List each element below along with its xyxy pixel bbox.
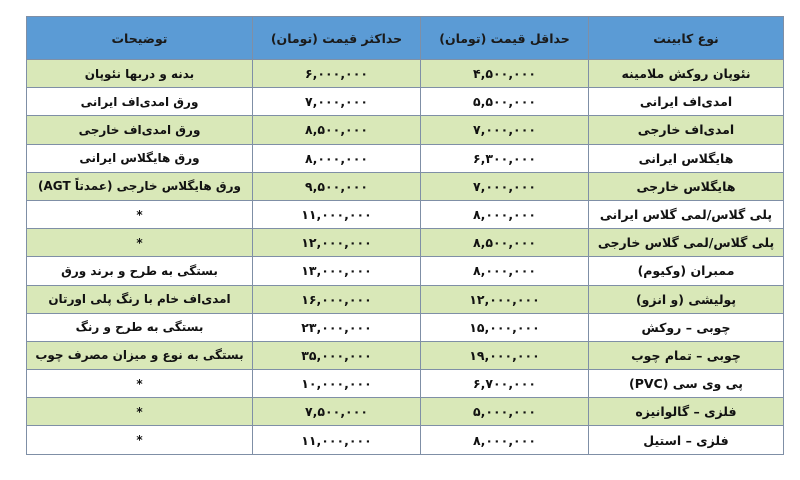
cell-cabinet-type: چوبی – تمام چوب [589,341,784,369]
cell-notes: بستگی به طرح و رنگ [27,313,253,341]
cell-max-price: ۷,۵۰۰,۰۰۰ [253,398,421,426]
cell-max-price: ۲۳,۰۰۰,۰۰۰ [253,313,421,341]
cell-min-price: ۵,۵۰۰,۰۰۰ [421,88,589,116]
table-row [27,88,784,116]
cell-min-price: ۵,۰۰۰,۰۰۰ [421,398,589,426]
cell-cabinet-type: امدی‌اف ایرانی [589,88,784,116]
table-row [27,285,784,313]
cell-min-price: ۷,۰۰۰,۰۰۰ [421,172,589,200]
cell-max-price: ۱۰,۰۰۰,۰۰۰ [253,370,421,398]
cell-notes: ورق امدی‌اف ایرانی [27,88,253,116]
header-notes: توضیحات [27,17,253,60]
header-min-price: حداقل قیمت (تومان) [421,17,589,60]
table-header [27,17,784,60]
cell-max-price: ۱۱,۰۰۰,۰۰۰ [253,426,421,454]
cell-notes: * [27,370,253,398]
table-row [27,341,784,369]
header-row [27,17,784,60]
cell-max-price: ۱۶,۰۰۰,۰۰۰ [253,285,421,313]
cell-cabinet-type: هایگلاس ایرانی [589,144,784,172]
cell-notes: ورق هایگلاس خارجی (عمدتاً AGT) [27,172,253,200]
header-max-price: حداکثر قیمت (تومان) [253,17,421,60]
cell-max-price: ۷,۰۰۰,۰۰۰ [253,88,421,116]
cell-notes: ورق هایگلاس ایرانی [27,144,253,172]
cell-min-price: ۶,۳۰۰,۰۰۰ [421,144,589,172]
cell-cabinet-type: فلزی – استیل [589,426,784,454]
cell-min-price: ۴,۵۰۰,۰۰۰ [421,60,589,88]
cell-min-price: ۷,۰۰۰,۰۰۰ [421,116,589,144]
table-row [27,257,784,285]
cell-cabinet-type: ممبران (وکیوم) [589,257,784,285]
cell-max-price: ۱۲,۰۰۰,۰۰۰ [253,229,421,257]
cell-min-price: ۸,۰۰۰,۰۰۰ [421,200,589,228]
cabinet-price-table [26,16,784,455]
cell-cabinet-type: فلزی – گالوانیزه [589,398,784,426]
table-row [27,172,784,200]
cell-cabinet-type: پی وی سی (PVC) [589,370,784,398]
cell-cabinet-type: هایگلاس خارجی [589,172,784,200]
cell-notes: * [27,229,253,257]
table-row [27,370,784,398]
cell-min-price: ۱۵,۰۰۰,۰۰۰ [421,313,589,341]
cell-cabinet-type: چوبی – روکش [589,313,784,341]
cell-max-price: ۳۵,۰۰۰,۰۰۰ [253,341,421,369]
cell-cabinet-type: نئوپان روکش ملامینه [589,60,784,88]
cell-max-price: ۶,۰۰۰,۰۰۰ [253,60,421,88]
cell-notes: * [27,398,253,426]
cell-min-price: ۱۲,۰۰۰,۰۰۰ [421,285,589,313]
cell-notes: بستگی به طرح و برند ورق [27,257,253,285]
cell-notes: بستگی به نوع و میزان مصرف چوب [27,341,253,369]
table-row [27,116,784,144]
header-cabinet-type: نوع کابینت [589,17,784,60]
cell-cabinet-type: پلی گلاس/لمی گلاس ایرانی [589,200,784,228]
cell-max-price: ۱۳,۰۰۰,۰۰۰ [253,257,421,285]
cell-min-price: ۸,۰۰۰,۰۰۰ [421,257,589,285]
cell-max-price: ۸,۰۰۰,۰۰۰ [253,144,421,172]
cell-notes: * [27,200,253,228]
price-table-container [26,16,783,455]
cell-max-price: ۸,۵۰۰,۰۰۰ [253,116,421,144]
cell-cabinet-type: پلی گلاس/لمی گلاس خارجی [589,229,784,257]
cell-notes: بدنه و دربها نئوپان [27,60,253,88]
cell-notes: ورق امدی‌اف خارجی [27,116,253,144]
table-row [27,426,784,454]
cell-min-price: ۸,۵۰۰,۰۰۰ [421,229,589,257]
table-row [27,144,784,172]
cell-max-price: ۹,۵۰۰,۰۰۰ [253,172,421,200]
table-row [27,313,784,341]
table-row [27,229,784,257]
table-row [27,398,784,426]
cell-min-price: ۶,۷۰۰,۰۰۰ [421,370,589,398]
table-body [27,60,784,455]
cell-min-price: ۸,۰۰۰,۰۰۰ [421,426,589,454]
cell-cabinet-type: پولیشی (و انزو) [589,285,784,313]
cell-cabinet-type: امدی‌اف خارجی [589,116,784,144]
cell-max-price: ۱۱,۰۰۰,۰۰۰ [253,200,421,228]
cell-min-price: ۱۹,۰۰۰,۰۰۰ [421,341,589,369]
table-row [27,60,784,88]
cell-notes: امدی‌اف خام با رنگ پلی اورتان [27,285,253,313]
cell-notes: * [27,426,253,454]
table-row [27,200,784,228]
